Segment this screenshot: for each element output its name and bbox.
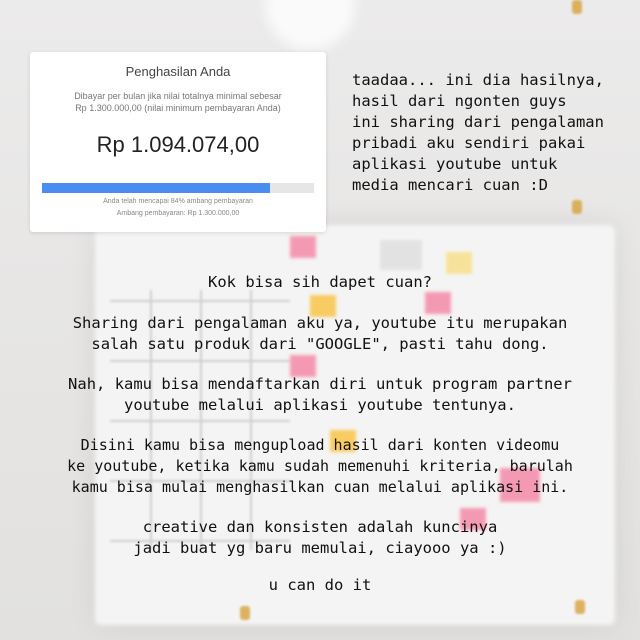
paragraph-line: youtube melalui aplikasi youtube tentunya. (124, 396, 516, 414)
board-clip (575, 600, 585, 614)
sticky-note (380, 240, 422, 270)
side-caption (352, 70, 604, 196)
sticky-note (425, 292, 451, 314)
paragraph-line: kamu bisa mulai menghasilkan cuan melalui aplikasi ini. (71, 478, 569, 496)
paragraph-line: creative dan konsisten adalah kuncinya (142, 518, 498, 536)
threshold-reached-note: Anda telah mencapai 84% ambang pembayaran (103, 198, 253, 205)
earnings-description (52, 90, 304, 114)
paragraph-line: salah satu produk dari "GOOGLE", pasti tahu dong. (91, 335, 549, 353)
sticky-note (446, 252, 472, 274)
question-heading: Kok bisa sih dapet cuan? (208, 273, 432, 291)
closing-line: u can do it (268, 576, 372, 594)
side-caption-line: aplikasi youtube untuk (352, 155, 558, 173)
side-caption-line: media mencari cuan :D (352, 176, 548, 194)
board-clip (572, 0, 582, 14)
threshold-amount-note: Ambang pembayaran: Rp 1.300.000,00 (116, 210, 240, 217)
earnings-amount: Rp 1.094.074,00 (96, 132, 260, 157)
earnings-description-line: Dibayar per bulan jika nilai totalnya minimal sebesar (74, 91, 282, 101)
payment-threshold-progress (42, 183, 314, 193)
board-clip (572, 200, 582, 214)
side-caption-line: taadaa... ini dia hasilnya, (352, 71, 604, 89)
progress-fill (42, 183, 270, 193)
paragraph-line: ke youtube, ketika kamu sudah memenuhi kriteria, barulah (67, 457, 573, 475)
earnings-card (30, 52, 326, 232)
side-caption-line: ini sharing dari pengalaman (352, 113, 604, 131)
earnings-title: Penghasilan Anda (125, 64, 231, 79)
side-caption-line: hasil dari ngonten guys (352, 92, 567, 110)
paragraph-line: jadi buat yg baru memulai, ciayooo ya :) (133, 539, 507, 557)
sticky-note (290, 236, 316, 258)
board-clip (240, 606, 250, 620)
side-caption-line: pribadi aku sendiri pakai (352, 134, 586, 152)
paragraph-line: Disini kamu bisa mengupload hasil dari konten videomu (80, 436, 560, 454)
earnings-description-line: Rp 1.300.000,00 (nilai minimum pembayaran Anda) (75, 103, 281, 113)
paragraph-line: Sharing dari pengalaman aku ya, youtube itu merupakan (72, 314, 568, 332)
lamp-shape (265, 0, 355, 50)
paragraph-line: Nah, kamu bisa mendaftarkan diri untuk program partner (68, 375, 572, 393)
